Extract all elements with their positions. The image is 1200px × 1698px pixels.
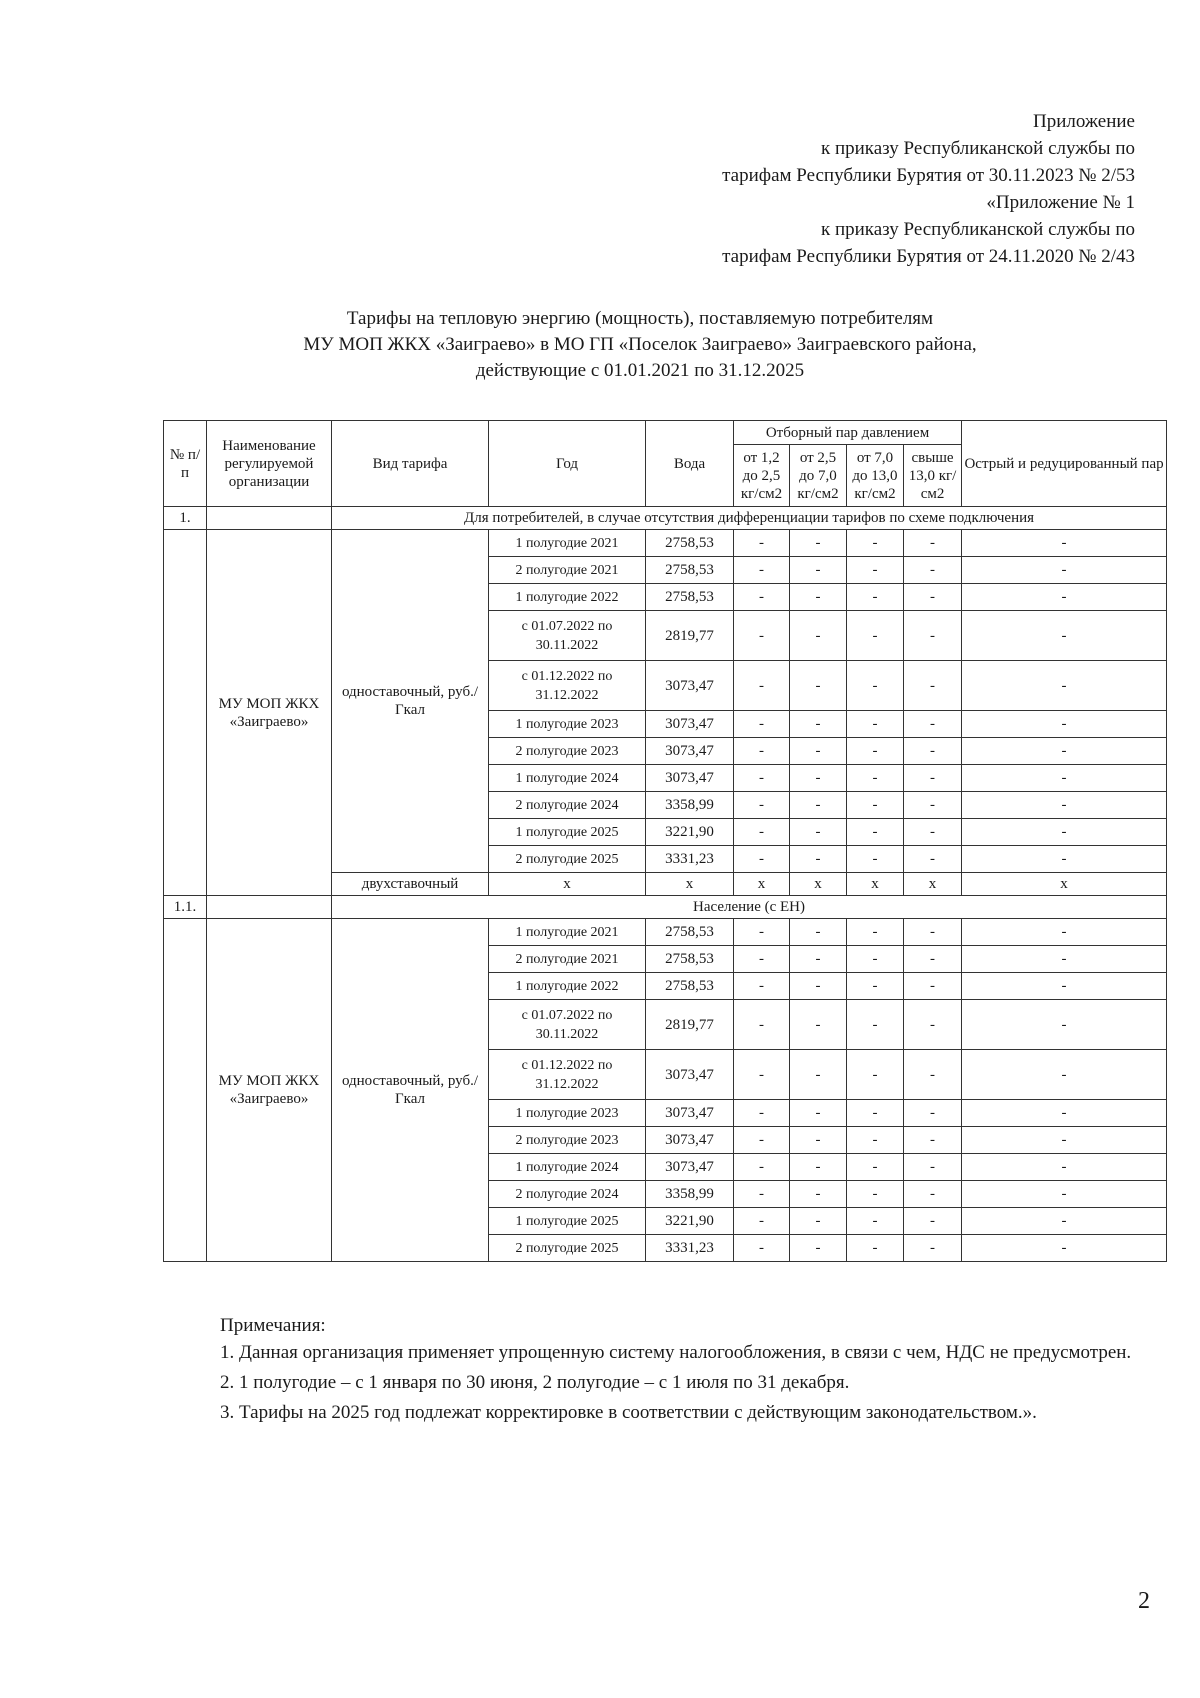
header-steam-1: от 1,2 до 2,5 кг/см2 <box>734 445 790 507</box>
section-row <box>164 507 1167 530</box>
steam1-cell: - <box>734 530 790 557</box>
header-steam-2: от 2,5 до 7,0 кг/см2 <box>790 445 847 507</box>
year-cell: с 01.12.2022 по 31.12.2022 <box>489 661 646 711</box>
year-cell: 2 полугодие 2023 <box>489 738 646 765</box>
steam2-cell: - <box>790 819 847 846</box>
steam3-cell: - <box>847 661 904 711</box>
water-cell: 3073,47 <box>646 711 734 738</box>
sharp-cell: - <box>962 1181 1167 1208</box>
header-line: к приказу Республиканской службы по <box>820 219 1135 240</box>
water-cell: 3221,90 <box>646 819 734 846</box>
sharp-cell: - <box>962 530 1167 557</box>
water-cell: 3073,47 <box>646 1127 734 1154</box>
steam2-cell: - <box>790 1181 847 1208</box>
steam3-cell: - <box>847 1127 904 1154</box>
steam4-cell: - <box>904 557 962 584</box>
appendix-header <box>435 108 1135 270</box>
steam2-cell: - <box>790 1127 847 1154</box>
year-cell: 1 полугодие 2022 <box>489 584 646 611</box>
steam1-cell: - <box>734 946 790 973</box>
steam1-cell: - <box>734 661 790 711</box>
steam4-cell: - <box>904 1100 962 1127</box>
year-cell: 1 полугодие 2024 <box>489 1154 646 1181</box>
steam1-cell: - <box>734 1235 790 1262</box>
sharp-cell: - <box>962 1000 1167 1050</box>
sharp-cell: - <box>962 1235 1167 1262</box>
steam4-cell: - <box>904 738 962 765</box>
notes-heading: Примечания: <box>220 1315 326 1336</box>
table-row <box>164 919 1167 946</box>
steam3-cell: - <box>847 765 904 792</box>
steam3-cell: - <box>847 738 904 765</box>
header-line: тарифам Республики Бурятия от 24.11.2020 № 2/43 <box>722 246 1135 267</box>
steam3-cell: - <box>847 919 904 946</box>
steam3-cell: х <box>847 873 904 896</box>
header-steam-3: от 7,0 до 13,0 кг/см2 <box>847 445 904 507</box>
year-cell: 1 полугодие 2023 <box>489 711 646 738</box>
steam4-cell: - <box>904 792 962 819</box>
steam4-cell: - <box>904 711 962 738</box>
steam2-cell: - <box>790 765 847 792</box>
year-cell: 1 полугодие 2024 <box>489 765 646 792</box>
year-cell: 2 полугодие 2024 <box>489 792 646 819</box>
year-cell: 2 полугодие 2024 <box>489 1181 646 1208</box>
water-cell: 3073,47 <box>646 1050 734 1100</box>
water-cell: 3358,99 <box>646 792 734 819</box>
kind-cell: двухставочный <box>332 873 489 896</box>
header-line: «Приложение № 1 <box>986 192 1135 213</box>
sharp-cell: - <box>962 661 1167 711</box>
header-line: тарифам Республики Бурятия от 30.11.2023 № 2/53 <box>722 165 1135 186</box>
steam3-cell: - <box>847 1181 904 1208</box>
water-cell: 2758,53 <box>646 584 734 611</box>
num-cell <box>164 919 207 1262</box>
steam4-cell: - <box>904 1000 962 1050</box>
sharp-cell: - <box>962 611 1167 661</box>
year-cell: 2 полугодие 2025 <box>489 1235 646 1262</box>
year-cell: 1 полугодие 2025 <box>489 1208 646 1235</box>
steam2-cell: х <box>790 873 847 896</box>
section-label: Для потребителей, в случае отсутствия дифференциации тарифов по схеме подключения <box>332 507 1167 530</box>
steam4-cell: - <box>904 946 962 973</box>
note-item: 3. Тарифы на 2025 год подлежат корректировке в соответствии с действующим законодательством.». <box>220 1402 1037 1423</box>
steam2-cell: - <box>790 1050 847 1100</box>
steam1-cell: - <box>734 1050 790 1100</box>
steam4-cell: - <box>904 1127 962 1154</box>
section-label: Население (с ЕН) <box>332 896 1167 919</box>
title-line: Тарифы на тепловую энергию (мощность), поставляемую потребителям <box>346 308 934 329</box>
steam3-cell: - <box>847 973 904 1000</box>
title-line: действующие с 01.01.2021 по 31.12.2025 <box>475 360 805 381</box>
document-title <box>160 306 1120 384</box>
sharp-cell: - <box>962 792 1167 819</box>
year-cell: х <box>489 873 646 896</box>
steam2-cell: - <box>790 1235 847 1262</box>
steam4-cell: - <box>904 846 962 873</box>
steam1-cell: - <box>734 1000 790 1050</box>
year-cell: 1 полугодие 2021 <box>489 919 646 946</box>
steam3-cell: - <box>847 711 904 738</box>
water-cell: 3358,99 <box>646 1181 734 1208</box>
kind-cell: одноставочный, руб./Гкал <box>332 530 489 873</box>
header-line: к приказу Республиканской службы по <box>820 138 1135 159</box>
sharp-cell: х <box>962 873 1167 896</box>
water-cell: 3073,47 <box>646 765 734 792</box>
header-num: № п/п <box>164 421 207 507</box>
header-year: Год <box>489 421 646 507</box>
steam3-cell: - <box>847 1000 904 1050</box>
title-line: МУ МОП ЖКХ «Заиграево» в МО ГП «Поселок Заиграево» Заиграевского района, <box>303 334 977 355</box>
steam4-cell: х <box>904 873 962 896</box>
header-steam-group: Отборный пар давлением <box>734 421 962 445</box>
note-item: 1. Данная организация применяет упрощенную систему налогообложения, в связи с чем, НДС не предусмотрен. <box>220 1342 1132 1363</box>
steam3-cell: - <box>847 1208 904 1235</box>
steam1-cell: - <box>734 1181 790 1208</box>
steam3-cell: - <box>847 1050 904 1100</box>
year-cell: с 01.12.2022 по 31.12.2022 <box>489 1050 646 1100</box>
steam1-cell: - <box>734 611 790 661</box>
section-num: 1.1. <box>164 896 207 919</box>
year-cell: 2 полугодие 2021 <box>489 557 646 584</box>
water-cell: 3221,90 <box>646 1208 734 1235</box>
section-row <box>164 896 1167 919</box>
header-org: Наименование регулируемой организации <box>207 421 332 507</box>
water-cell: 3331,23 <box>646 846 734 873</box>
steam2-cell: - <box>790 946 847 973</box>
section-num: 1. <box>164 507 207 530</box>
steam2-cell: - <box>790 611 847 661</box>
water-cell: 2819,77 <box>646 611 734 661</box>
header-line: Приложение <box>1033 111 1135 132</box>
section-empty <box>207 896 332 919</box>
water-cell: 2758,53 <box>646 946 734 973</box>
steam2-cell: - <box>790 557 847 584</box>
steam3-cell: - <box>847 1154 904 1181</box>
steam2-cell: - <box>790 1208 847 1235</box>
steam4-cell: - <box>904 584 962 611</box>
steam3-cell: - <box>847 584 904 611</box>
steam4-cell: - <box>904 765 962 792</box>
sharp-cell: - <box>962 1100 1167 1127</box>
sharp-cell: - <box>962 1050 1167 1100</box>
year-cell: 2 полугодие 2023 <box>489 1127 646 1154</box>
steam3-cell: - <box>847 792 904 819</box>
steam2-cell: - <box>790 530 847 557</box>
notes <box>180 1312 1165 1429</box>
year-cell: с 01.07.2022 по 30.11.2022 <box>489 1000 646 1050</box>
steam1-cell: - <box>734 738 790 765</box>
sharp-cell: - <box>962 738 1167 765</box>
sharp-cell: - <box>962 973 1167 1000</box>
steam2-cell: - <box>790 661 847 711</box>
header-kind: Вид тарифа <box>332 421 489 507</box>
steam3-cell: - <box>847 557 904 584</box>
water-cell: 2758,53 <box>646 557 734 584</box>
sharp-cell: - <box>962 1154 1167 1181</box>
water-cell: 3073,47 <box>646 1100 734 1127</box>
steam2-cell: - <box>790 1100 847 1127</box>
year-cell: 2 полугодие 2025 <box>489 846 646 873</box>
sharp-cell: - <box>962 819 1167 846</box>
water-cell: 3073,47 <box>646 738 734 765</box>
sharp-cell: - <box>962 1127 1167 1154</box>
steam4-cell: - <box>904 1050 962 1100</box>
kind-cell: одноставочный, руб./Гкал <box>332 919 489 1262</box>
water-cell: 3073,47 <box>646 1154 734 1181</box>
steam1-cell: - <box>734 973 790 1000</box>
steam4-cell: - <box>904 1208 962 1235</box>
steam1-cell: - <box>734 557 790 584</box>
water-cell: 3331,23 <box>646 1235 734 1262</box>
steam3-cell: - <box>847 1235 904 1262</box>
year-cell: 1 полугодие 2023 <box>489 1100 646 1127</box>
year-cell: 1 полугодие 2025 <box>489 819 646 846</box>
table-row <box>164 530 1167 557</box>
year-cell: 1 полугодие 2021 <box>489 530 646 557</box>
sharp-cell: - <box>962 1208 1167 1235</box>
steam4-cell: - <box>904 973 962 1000</box>
year-cell: 2 полугодие 2021 <box>489 946 646 973</box>
water-cell: 2819,77 <box>646 1000 734 1050</box>
sharp-cell: - <box>962 946 1167 973</box>
note-item: 2. 1 полугодие – с 1 января по 30 июня, 2 полугодие – с 1 июля по 31 декабря. <box>220 1372 850 1393</box>
steam2-cell: - <box>790 711 847 738</box>
steam3-cell: - <box>847 846 904 873</box>
steam4-cell: - <box>904 1235 962 1262</box>
header-steam-4: свыше 13,0 кг/см2 <box>904 445 962 507</box>
steam4-cell: - <box>904 611 962 661</box>
steam3-cell: - <box>847 946 904 973</box>
water-cell: х <box>646 873 734 896</box>
steam3-cell: - <box>847 1100 904 1127</box>
page-number: 2 <box>1138 1588 1150 1614</box>
water-cell: 3073,47 <box>646 661 734 711</box>
steam2-cell: - <box>790 792 847 819</box>
water-cell: 2758,53 <box>646 919 734 946</box>
steam1-cell: - <box>734 711 790 738</box>
steam4-cell: - <box>904 1181 962 1208</box>
tariff-table <box>163 420 1167 1262</box>
year-cell: 1 полугодие 2022 <box>489 973 646 1000</box>
steam4-cell: - <box>904 819 962 846</box>
header-water: Вода <box>646 421 734 507</box>
sharp-cell: - <box>962 557 1167 584</box>
steam1-cell: - <box>734 819 790 846</box>
header-sharp-steam: Острый и редуцированный пар <box>962 421 1167 507</box>
steam4-cell: - <box>904 919 962 946</box>
steam2-cell: - <box>790 973 847 1000</box>
steam4-cell: - <box>904 530 962 557</box>
sharp-cell: - <box>962 919 1167 946</box>
year-cell: с 01.07.2022 по 30.11.2022 <box>489 611 646 661</box>
sharp-cell: - <box>962 765 1167 792</box>
steam1-cell: - <box>734 1127 790 1154</box>
sharp-cell: - <box>962 584 1167 611</box>
steam1-cell: - <box>734 584 790 611</box>
steam3-cell: - <box>847 530 904 557</box>
sharp-cell: - <box>962 711 1167 738</box>
steam2-cell: - <box>790 1154 847 1181</box>
steam4-cell: - <box>904 1154 962 1181</box>
org-cell: МУ МОП ЖКХ «Заиграево» <box>207 530 332 896</box>
water-cell: 2758,53 <box>646 530 734 557</box>
org-cell: МУ МОП ЖКХ «Заиграево» <box>207 919 332 1262</box>
steam1-cell: - <box>734 919 790 946</box>
steam2-cell: - <box>790 1000 847 1050</box>
num-cell <box>164 530 207 896</box>
sharp-cell: - <box>962 846 1167 873</box>
section-empty <box>207 507 332 530</box>
steam1-cell: - <box>734 765 790 792</box>
steam1-cell: - <box>734 1100 790 1127</box>
steam1-cell: - <box>734 846 790 873</box>
steam4-cell: - <box>904 661 962 711</box>
water-cell: 2758,53 <box>646 973 734 1000</box>
steam1-cell: - <box>734 1208 790 1235</box>
steam1-cell: - <box>734 1154 790 1181</box>
steam2-cell: - <box>790 919 847 946</box>
steam2-cell: - <box>790 584 847 611</box>
steam2-cell: - <box>790 738 847 765</box>
steam1-cell: - <box>734 792 790 819</box>
steam1-cell: х <box>734 873 790 896</box>
steam3-cell: - <box>847 611 904 661</box>
steam3-cell: - <box>847 819 904 846</box>
steam2-cell: - <box>790 846 847 873</box>
